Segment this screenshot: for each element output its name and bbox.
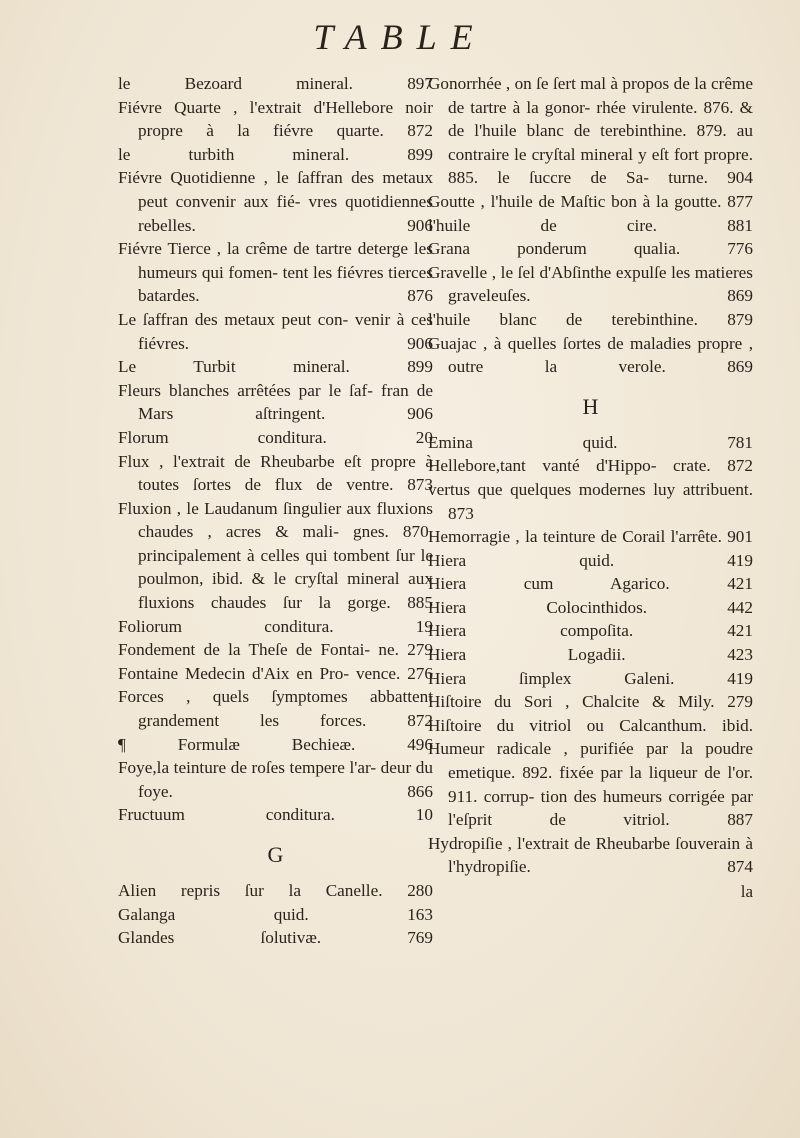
index-entry: Fiévre Quotidienne , le ſaffran des metaux peut convenir aux fié- vres quotidiennes rebelles. 906 (118, 168, 433, 235)
index-entry: Fluxion , le Laudanum ſingulier aux fluxions chaudes , acres & mali- gnes. 870. principalement à celles qui tombent ſur le poulmon, ibid. & le cryſtal mineral aux fluxions chaudes ſur la gorge. 885 (118, 498, 433, 613)
index-entry: Fondement de la Theſe de Fontai- ne. 279 (118, 640, 433, 660)
index-entry: Gravelle , le ſel d'Abſinthe expulſe les matieres graveleuſes. 869 (428, 262, 753, 306)
index-entry: Hiera cum Agarico. 421 (428, 574, 753, 594)
index-entry: Goutte , l'huile de Maſtic bon à la goutte. 877 (428, 191, 753, 211)
catchword: la (740, 882, 753, 901)
index-entry: Guajac , à quelles ſortes de maladies propre , outre la verole. 869 (428, 333, 753, 377)
index-entry: Le ſaffran des metaux peut con- venir à ces fiévres. 906 (118, 309, 433, 353)
index-entry: Fructuum conditura. 10 (118, 805, 433, 825)
left-column (118, 72, 433, 950)
index-entry: Le Turbit mineral. 899 (118, 357, 433, 377)
index-entry: Fiévre Quarte , l'extrait d'Hellebore noir propre à la fiévre quarte. 872 (118, 97, 433, 141)
index-entry: Hiſtoire du vitriol ou Calcanthum. ibid. (428, 715, 753, 735)
index-entry: Hiera Logadii. 423 (428, 645, 753, 665)
section-heading-g: G (267, 842, 284, 867)
index-entry: Foliorum conditura. 19 (118, 616, 433, 636)
index-entry: Foye,la teinture de roſes tempere l'ar- deur du foye. 866 (118, 758, 433, 801)
index-entry: Galanga quid. 163 (118, 904, 433, 924)
index-entry: Flux , l'extrait de Rheubarbe eſt propre à toutes ſortes de flux de ventre. 873 (118, 451, 433, 495)
index-entry: l'huile blanc de terebinthine. 879 (428, 309, 753, 329)
index-entry: le turbith mineral. 899 (118, 144, 433, 164)
index-entry: Grana ponderum qualia. 776 (428, 239, 753, 259)
index-entry: l'huile de cire. 881 (428, 215, 753, 235)
index-entry: le Bezoard mineral. 897 (118, 74, 433, 93)
index-entry: Florum conditura. 20 (118, 427, 433, 447)
index-entry: Humeur radicale , purifiée par la poudre emetique. 892. fixée par la liqueur de l'or. 911. corrup- tion des humeurs corrigée par l'eſprit de vitriol. 887 (428, 739, 753, 830)
index-entry: Fleurs blanches arrêtées par le ſaf- fran de Mars aſtringent. 906 (118, 380, 433, 424)
index-entry: vertus que quelques modernes luy attribuent. 873 (428, 479, 753, 523)
index-entry: Emina quid. 781 (428, 432, 753, 452)
index-entry: Forces , quels ſymptomes abbattent grandement les forces. 872 (118, 687, 433, 731)
right-column (428, 72, 753, 903)
index-entry: Alien repris ſur la Canelle. 280 (118, 881, 433, 900)
index-entry: Hiera ſimplex Galeni. 419 (428, 668, 753, 688)
left-entries (118, 72, 433, 827)
g-entries (118, 879, 433, 950)
index-entry: Hemorragie , la teinture de Corail l'arrête. 901 (428, 527, 753, 547)
index-entry: Fontaine Medecin d'Aix en Pro- vence. 276 (118, 663, 433, 683)
index-entry: Hiera compoſita. 421 (428, 621, 753, 641)
index-entry: Hydropiſie , l'extrait de Rheubarbe ſouverain à l'hydropiſie. 874 (428, 833, 753, 877)
index-entry: ¶ Formulæ Bechieæ. 496 (118, 734, 433, 754)
index-entry: Hiſtoire du Sori , Chalcite & Mily. 279 (428, 692, 753, 712)
index-entry: Hiera Colocinthidos. 442 (428, 597, 753, 617)
right-entries (428, 72, 753, 379)
page-title: TABLE (313, 17, 487, 57)
section-heading-h: H (582, 393, 599, 419)
index-entry: Glandes ſolutivæ. 769 (118, 928, 433, 948)
index-entry: Hellebore,tant vanté d'Hippo- crate. 872 (428, 456, 753, 476)
index-entry: Hiera quid. 419 (428, 550, 753, 570)
index-entry: Gonorrhée , on ſe ſert mal à propos de la crême de tartre à la gonor- rhée virulente. 876. & de l'huile blanc de terebinthine. 879. au contraire le cryſtal mineral y eſt fort propre. 885. le ſuccre de Sa- turne. 904 (428, 74, 753, 188)
h-entries (428, 431, 753, 879)
index-entry: Fiévre Tierce , la crême de tartre deterge les humeurs qui fomen- tent les fiévres tierces batardes. 876 (118, 239, 433, 306)
